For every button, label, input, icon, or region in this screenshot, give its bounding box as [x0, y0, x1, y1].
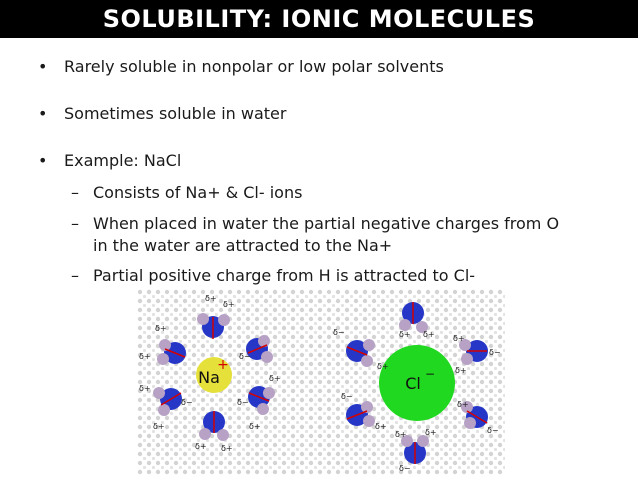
solvation-diagram — [137, 289, 505, 475]
delta-minus-label: δ− — [239, 352, 251, 361]
delta-plus-label: δ+ — [205, 294, 217, 303]
sodium-label: Na — [198, 368, 220, 387]
delta-plus-label: δ+ — [139, 352, 151, 361]
bullet-item: Example: NaCl — [64, 151, 182, 170]
delta-minus-label: δ− — [237, 398, 249, 407]
chloride-charge: − — [424, 367, 436, 381]
delta-plus-label: δ+ — [395, 430, 407, 439]
dash-icon: – — [71, 214, 79, 233]
delta-plus-label: δ+ — [223, 300, 235, 309]
bullet-icon: • — [38, 104, 48, 123]
delta-plus-label: δ+ — [375, 422, 387, 431]
delta-plus-label: δ+ — [153, 422, 165, 431]
sub-bullet-item: When placed in water the partial negative charges from O — [93, 214, 560, 233]
delta-plus-label: δ+ — [195, 442, 207, 451]
delta-minus-label: δ− — [341, 392, 353, 401]
sodium-charge: + — [217, 357, 229, 373]
delta-plus-label: δ+ — [139, 384, 151, 393]
delta-plus-label: δ+ — [249, 422, 261, 431]
delta-minus-label: δ− — [181, 398, 193, 407]
chloride-label: Cl — [405, 374, 421, 393]
delta-minus-label: δ− — [399, 464, 411, 473]
delta-plus-label: δ+ — [155, 324, 167, 333]
delta-plus-label: δ+ — [455, 366, 467, 375]
chloride-ion — [379, 345, 455, 421]
sub-bullet-item: in the water are attracted to the Na+ — [93, 236, 393, 255]
delta-plus-label: δ+ — [377, 362, 389, 371]
delta-minus-label: δ− — [333, 328, 345, 337]
dash-icon: – — [71, 183, 79, 202]
delta-plus-label: δ+ — [425, 428, 437, 437]
bullet-icon: • — [38, 57, 48, 76]
bullet-icon: • — [38, 151, 48, 170]
delta-plus-label: δ+ — [453, 334, 465, 343]
sub-bullet-item: Consists of Na+ & Cl- ions — [93, 183, 303, 202]
bullet-item: Rarely soluble in nonpolar or low polar solvents — [64, 57, 444, 76]
delta-plus-label: δ+ — [399, 330, 411, 339]
delta-plus-label: δ+ — [423, 330, 435, 339]
sodium-ion — [196, 357, 232, 393]
sub-bullet-item: Partial positive charge from H is attracted to Cl- — [93, 266, 476, 285]
delta-plus-label: δ+ — [457, 400, 469, 409]
delta-plus-label: δ+ — [221, 444, 233, 453]
delta-minus-label: δ− — [489, 348, 501, 357]
bullet-item: Sometimes soluble in water — [64, 104, 287, 123]
slide-title: SOLUBILITY: IONIC MOLECULES — [102, 5, 536, 33]
delta-plus-label: δ+ — [269, 374, 281, 383]
dash-icon: – — [71, 266, 79, 285]
delta-minus-label: δ− — [487, 426, 499, 435]
